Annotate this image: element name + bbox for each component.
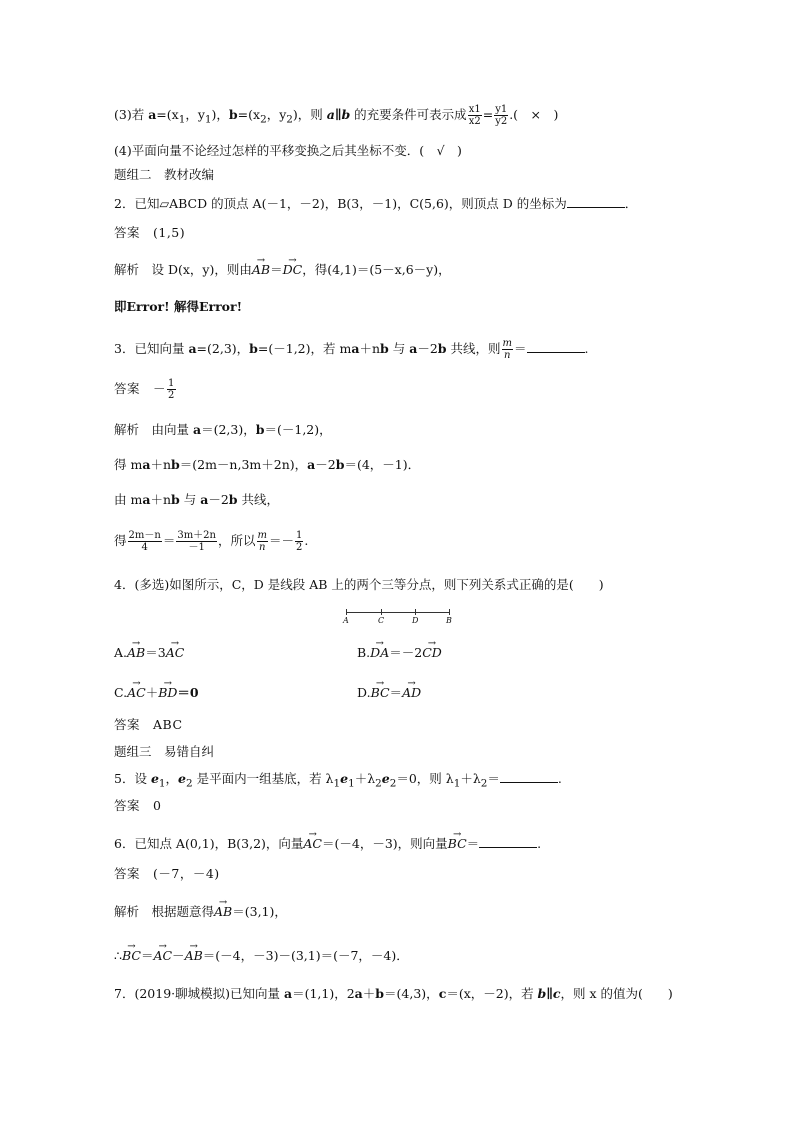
point-a-label: A xyxy=(343,616,349,625)
group-3-heading: 题组三 易错自纠 xyxy=(114,744,215,759)
item-4: (4)平面向量不论经过怎样的平移变换之后其坐标不变．( √ ) xyxy=(114,143,462,158)
fraction-x: $\frac{x1}{x2}$ xyxy=(468,104,481,127)
solution-2-error: 即Error! 解得Error! xyxy=(114,299,243,314)
fraction-left: $\frac{2m-n}{4}$ xyxy=(128,530,161,553)
item-3: (3)若 $a=(x_1$，$y_1$)，$b=(x_2$，$y_2$)，则 a∥b 的充要条件可表示成 $\frac{x1}{x2}$ = $\frac{y1}{y2}$ .( × ) xyxy=(114,104,559,127)
answer-blank xyxy=(479,835,537,848)
fraction-half-result: $\frac{1}{2}$ xyxy=(296,530,303,553)
point-c-tick xyxy=(381,609,382,615)
answer-6: 答案 (－7，－4) xyxy=(114,866,220,881)
question-5: 5．设 $e_1$，$e_2$ 是平面内一组基底，若 $\lambda_1e_1+\lambda_2e_2=0$，则 $\lambda_1+\lambda_2=$ . xyxy=(114,771,562,790)
point-c-label: C xyxy=(378,616,385,625)
option-b: B.→ DA＝－2→ CD xyxy=(357,640,442,662)
solution-6-line-2: ∴→ BC＝→ AC－→ AB＝(－4，－3)－(3,1)＝(－7，－4)． xyxy=(114,943,409,965)
answer-blank xyxy=(527,340,585,353)
solution-3-line-2: 得 ma＋nb＝(2m－n,3m＋2n)，a－2b＝(4，－1)． xyxy=(114,457,421,472)
fraction-right: $\frac{3m+2n}{-1}$ xyxy=(177,530,216,553)
solution-3-line-1: 解析 由向量 a＝(2,3)，b＝(－1,2)， xyxy=(114,422,332,437)
vector-ab: → AB xyxy=(252,257,270,279)
solution-3-line-4: 得 $\frac{2m-n}{4}$ ＝ $\frac{3m+2n}{-1}$ ，所以 $\frac{m}{n}$ ＝－ $\frac{1}{2}$ . xyxy=(114,530,309,553)
answer-4: 答案 ABC xyxy=(114,717,183,732)
vector-dc: → DC xyxy=(283,257,303,279)
segment-line xyxy=(346,612,450,613)
group-2-heading: 题组二 教材改编 xyxy=(114,167,215,182)
point-d-tick xyxy=(415,609,416,615)
answer-5: 答案 0 xyxy=(114,798,162,813)
fraction-half: $\frac{1}{2}$ xyxy=(168,378,175,401)
question-7: 7．(2019·聊城模拟)已知向量 a＝(1,1)，2a＋b＝(4,3)，c＝(x，－2)，若 b∥c，则 x 的值为( ) xyxy=(114,986,673,1001)
answer-blank xyxy=(500,770,558,783)
point-a-tick xyxy=(346,609,347,615)
answer-3: 答案 － $\frac{1}{2}$ xyxy=(114,378,175,401)
question-6: 6．已知点 A(0,1)，B(3,2)，向量→ AC＝(－4，－3)，则向量→ BC＝ . xyxy=(114,831,541,853)
question-2: 2．已知▱ABCD 的顶点 A(－1，－2)，B(3，－1)，C(5,6)，则顶点 D 的坐标为 ． xyxy=(114,196,638,211)
solution-3-line-3: 由 ma＋nb 与 a－2b 共线， xyxy=(114,492,279,507)
answer-2: 答案 (1,5) xyxy=(114,225,186,240)
point-d-label: D xyxy=(412,616,419,625)
solution-2: 解析 设 D(x，y)，则由→ AB＝→ DC，得(4,1)＝(5－x,6－y)， xyxy=(114,257,451,279)
option-c: C.→ AC＋→ BD＝0 xyxy=(114,680,199,702)
fraction-m-n-result: $\frac{m}{n}$ xyxy=(257,530,267,553)
answer-blank xyxy=(567,195,625,208)
segment-diagram xyxy=(342,608,454,630)
fraction-y: $\frac{y1}{y2}$ xyxy=(495,104,508,127)
option-d: D.→ BC＝→ AD xyxy=(357,680,421,702)
question-3: 3．已知向量 a=(2,3)，b=(－1,2)，若 ma＋nb 与 a－2b 共线，则 $\frac{m}{n}$ ＝ . xyxy=(114,338,589,361)
solution-6-line-1: 解析 根据题意得→ AB＝(3,1)， xyxy=(114,899,287,921)
option-a: A.→ AB＝3→ AC xyxy=(114,640,184,662)
fraction-m-n: $\frac{m}{n}$ xyxy=(502,338,512,361)
point-b-tick xyxy=(449,609,450,615)
point-b-label: B xyxy=(446,616,452,625)
question-4: 4．(多选)如图所示，C，D 是线段 AB 上的两个三等分点，则下列关系式正确的是( ) xyxy=(114,577,604,592)
